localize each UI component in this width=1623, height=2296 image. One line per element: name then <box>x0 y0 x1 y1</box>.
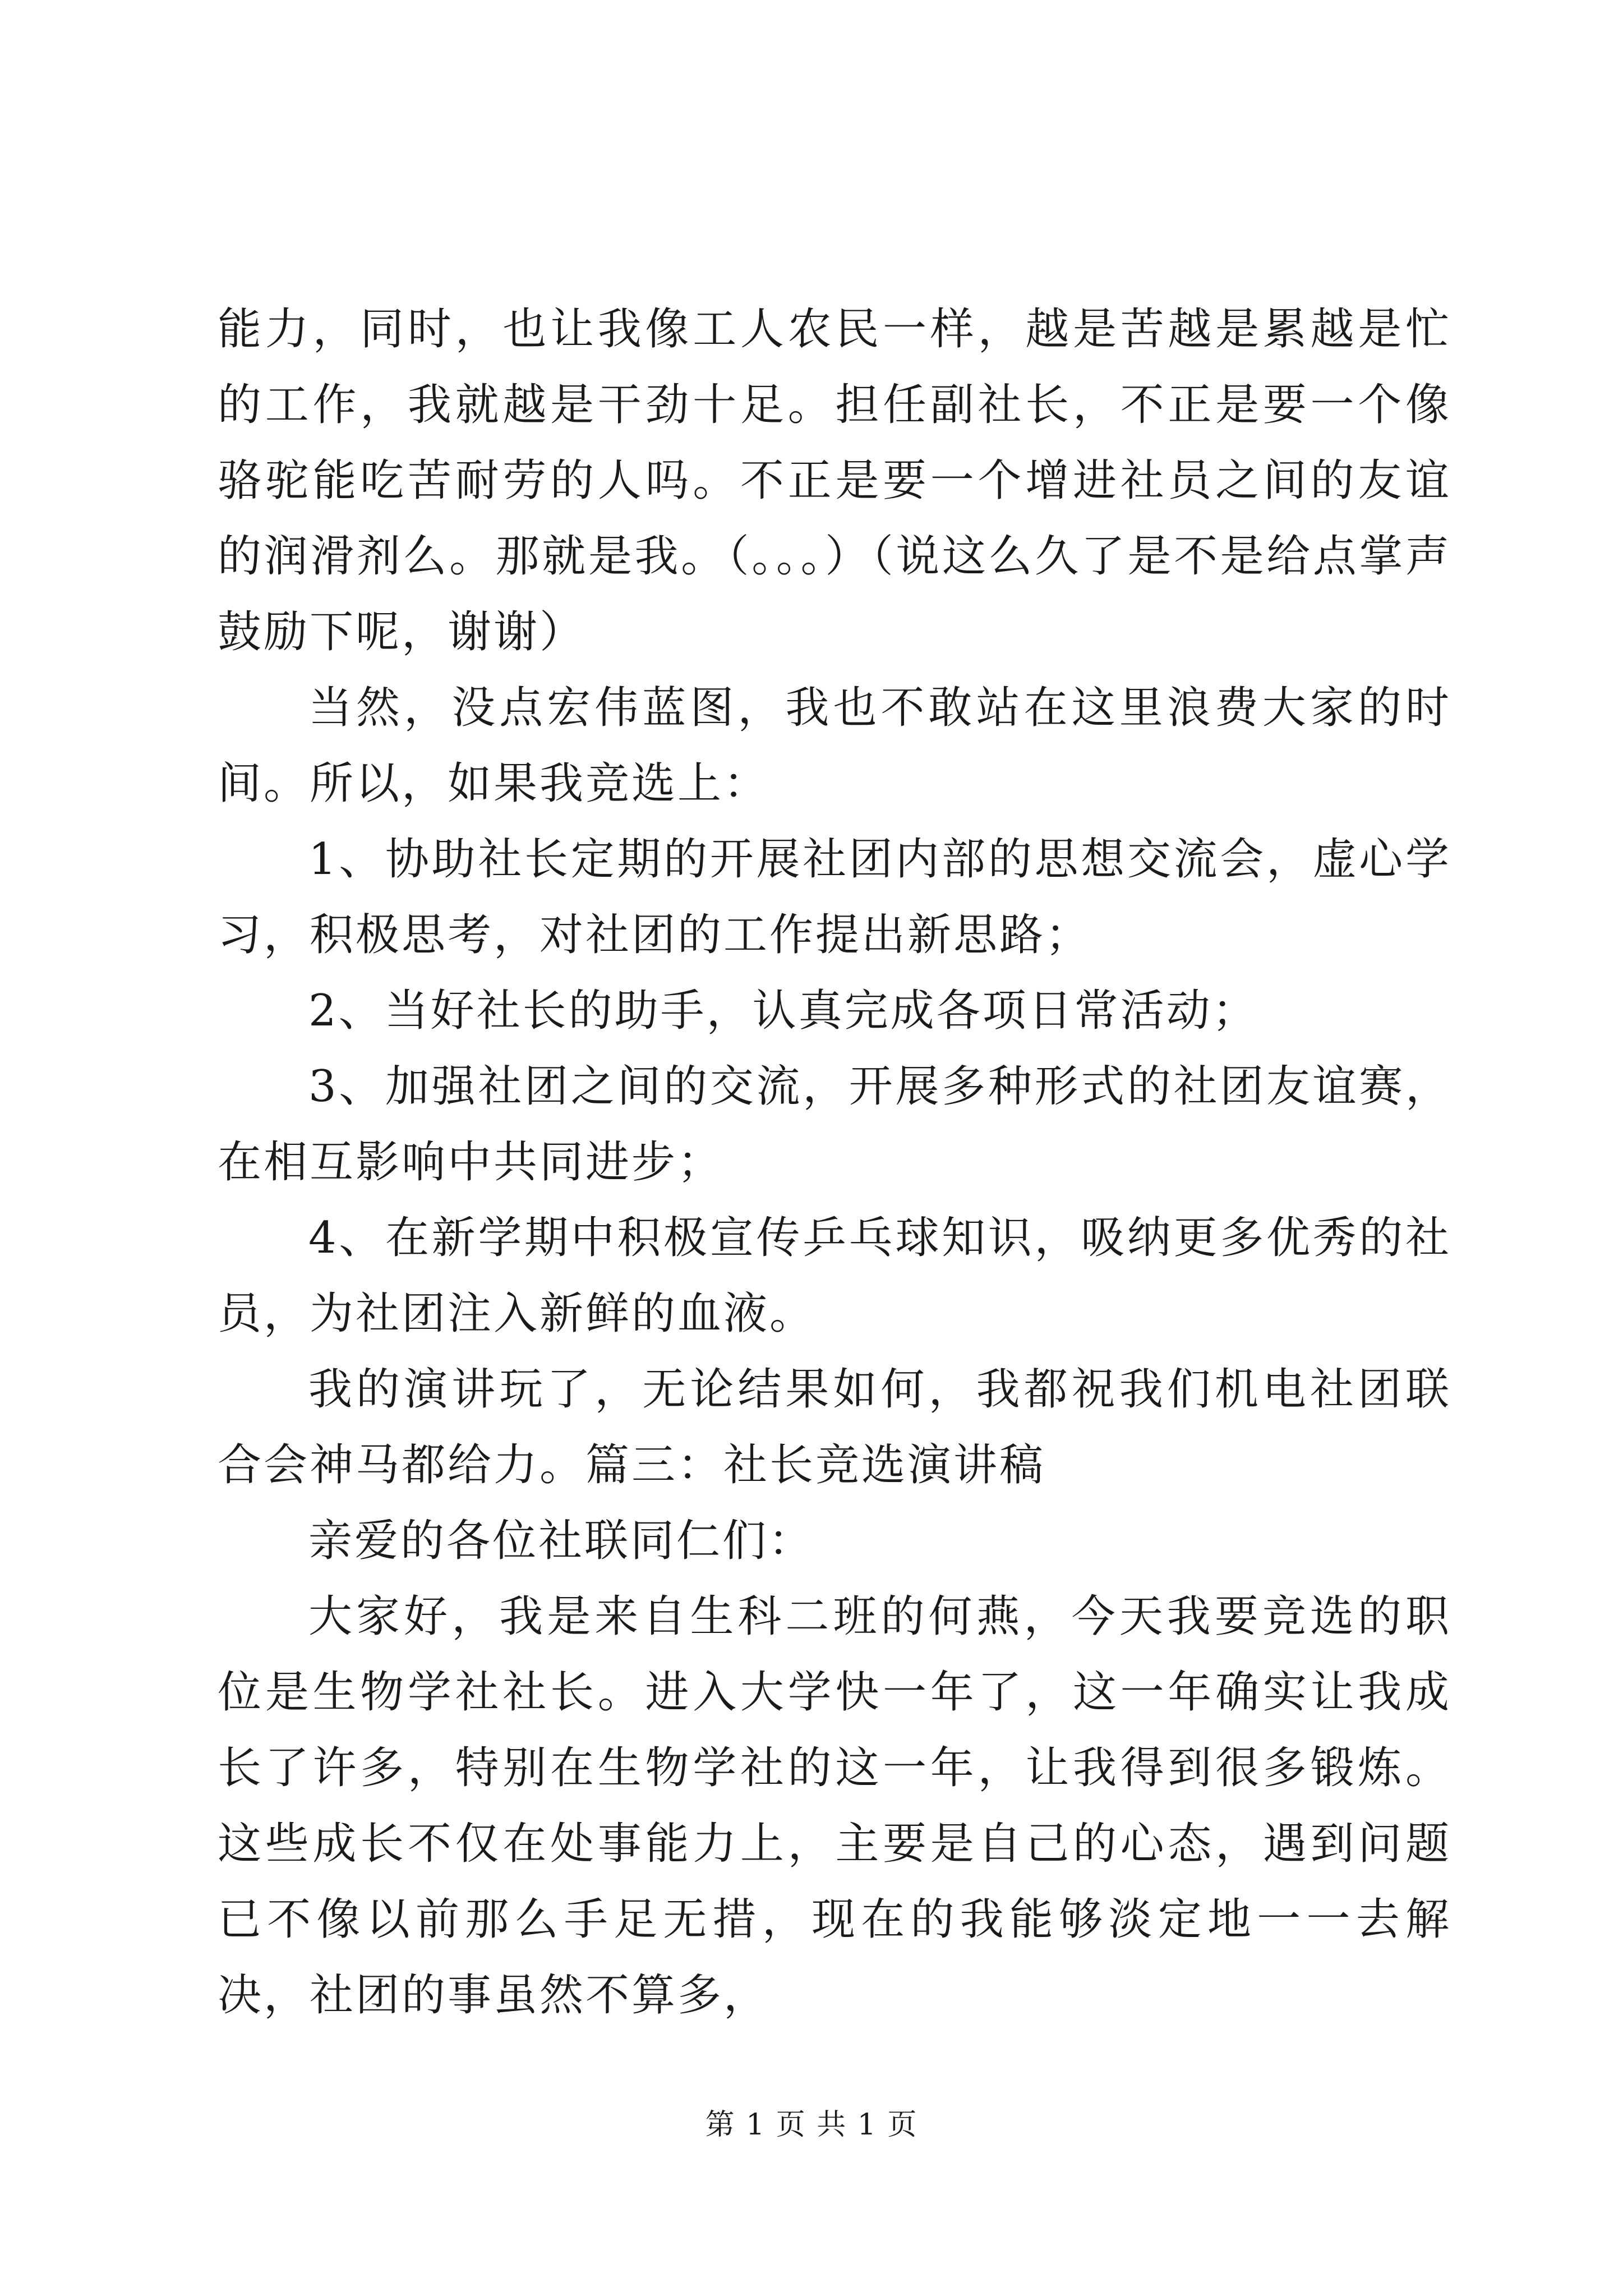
list-item-4: 4、在新学期中积极宣传乒乓球知识，吸纳更多优秀的社员，为社团注入新鲜的血液。 <box>218 1213 1451 1339</box>
paragraph-introduction: 大家好，我是来自生科二班的何燕，今天我要竞选的职位是生物学社社长。进入大学快一年了，这一年确实让我成长了许多，特别在生物学社的这一年，让我得到很多锻炼。这些成长不仅在处事能力上，主要是自己的心态，遇到问题已不像以前那么手足无措，现在的我能够淡定地一一去解决，社团的事虽然不算多， <box>218 1591 1451 2021</box>
paragraph-vision: 当然，没点宏伟蓝图，我也不敢站在这里浪费大家的时间。所以，如果我竞选上： <box>218 683 1451 809</box>
list-item-1: 1、协助社长定期的开展社团内部的思想交流会，虚心学习，积极思考，对社团的工作提出新思路； <box>218 834 1451 960</box>
paragraph-continuation: 能力，同时，也让我像工人农民一样，越是苦越是累越是忙的工作，我就越是干劲十足。担任副社长，不正是要一个像骆驼能吃苦耐劳的人吗。不正是要一个增进社员之间的友谊的润滑剂么。那就是我。（。。。）（说这么久了是不是给点掌声鼓励下呢，谢谢） <box>218 304 1451 657</box>
page-footer: 第 1 页 共 1 页 <box>705 2108 918 2142</box>
list-item-2: 2、当好社长的助手，认真完成各项日常活动； <box>308 986 1258 1036</box>
document-body <box>218 292 1451 2033</box>
paragraph-salutation: 亲爱的各位社联同仁们： <box>308 1516 815 1566</box>
paragraph-closing: 我的演讲玩了，无论结果如何，我都祝我们机电社团联合会神马都给力。篇三：社长竞选演讲稿 <box>218 1364 1451 1490</box>
list-item-3: 3、加强社团之间的交流，开展多种形式的社团友谊赛，在相互影响中共同进步； <box>218 1061 1451 1188</box>
